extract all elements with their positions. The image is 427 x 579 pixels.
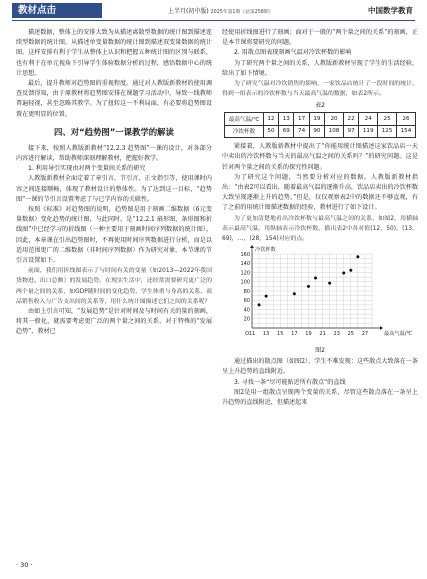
- cups-cell: 125: [378, 125, 397, 137]
- cups-cell: 119: [359, 125, 378, 137]
- cups-cell: 154: [397, 125, 416, 137]
- quoted-paragraph: 前面，我们用折线图表示了与时间有关的变量（如2013—2022年我国货物进、出口总额）的发展趋势。在现实生活中，还经常需要研究更广泛的两个量之间的关系，如GDP随时间的变化趋势、学生体重与身高的关系、商品销售收入与广告支出间的关系等，用什么统计图描述它们之间的关系呢？: [16, 268, 212, 305]
- table-row: [225, 113, 416, 125]
- journal-name: 中国数学教育: [368, 6, 413, 15]
- paragraph: 为了研究这个问题，当然要分析对应的数据。人教版新教材指出：“由表2可以看出，随着最高气温的逐渐升高，饮品店卖出的冷饮杯数大致呈现逐渐上升的趋势。”但是，仅仅观察表2中的数据还不够直观，有了之前的用统计图描述数据的经验，教材进行了如下设计。: [222, 173, 418, 212]
- paragraph: 最后，提升教师对趋势图的重视程度。通过对人教版新教材的使用调查反馈得知，由于原教材将趋势图安排在课题学习活动中，导致一线教师普遍轻视，甚至忽略其教学。为了扭转这一不利局面，有必要将趋势图设置在更明显的位置。: [16, 80, 212, 118]
- temp-cell: 22: [343, 113, 358, 125]
- paragraph: 为了研究两个量之间的关系，人教版新教材呈现了学生的生活经验，给出了如下情境。: [222, 59, 418, 77]
- subheading: 3. 寻找一条“尽可能贴近所有散点”的直线: [234, 378, 346, 386]
- table-caption: 表2: [315, 102, 325, 110]
- cups-cell: 50: [263, 125, 278, 137]
- paragraph: 按照《标准》对趋势图的说明，趋势图是用于刻画二维数据（6元变量数据）变化趋势的统计图，与此同时，是“12.2.1 扇形图、条形图和折线图”中已经学习的折线图（一种主要用于刻画时间序列数据的统计图）。因此，本章课在引出趋势图时，不再使用时间序列数据进行分析，而是以适用范围更广的二维数据（非时间序列数据）作为研究对象。本节课的节引言设置如下。: [16, 206, 212, 265]
- scatter-point: [356, 255, 359, 258]
- issue-info: [168, 6, 273, 15]
- origin-label: O: [245, 331, 249, 338]
- data-table: [224, 112, 416, 138]
- left-column: [16, 28, 212, 338]
- figure-caption: 图2: [315, 347, 325, 355]
- y-tick-label: 40: [243, 307, 250, 314]
- scatter-chart: [222, 244, 418, 340]
- x-axis-label: 最高气温/℃: [384, 331, 413, 338]
- paragraph: 经使用折线图进行了刻画；面对于一般的“两个量之间的关系”的刻画，正是本节课将要研究的问题。: [222, 29, 418, 47]
- scatter-point: [307, 285, 310, 288]
- paragraph: 由如上引言可知，“发展趋势”是针对时间及与时间有关的量的刻画，将其一般化，就需要考虑更广泛的两个量之间的关系，对于特殊的“发展趋势”，教材已: [16, 308, 212, 336]
- scatter-point: [258, 304, 261, 307]
- y-tick-label: 80: [243, 289, 250, 296]
- subheading: 2. 用散点图表现刻画气温对冷饮杯数的影响: [234, 49, 352, 57]
- y-axis-label: 冷饮杯数: [255, 247, 276, 254]
- x-axis-arrow: [380, 326, 383, 330]
- x-tick-label: 13: [262, 331, 270, 338]
- table-row: [225, 125, 416, 137]
- y-tick-label: 20: [243, 316, 250, 323]
- temp-cell: 19: [309, 113, 324, 125]
- cups-cell: 97: [343, 125, 358, 137]
- scatter-point: [265, 295, 268, 298]
- temp-cell: 24: [359, 113, 378, 125]
- paragraph: 通过描出的散点图（如图2），学生不难发现：这些散点大致落在一条呈上升趋势的直线附近。: [222, 358, 418, 376]
- paragraph: 紧接着，人教版新教材中提出了“你能用统计图描述这家饮品店一天中卖出的冷饮杯数与当天的最高气温之间的关系吗？”的研究问题。这是针对两个量之间的关系的探究性问题。: [222, 143, 418, 171]
- scatter-point: [314, 277, 317, 280]
- y-tick-label: 140: [240, 261, 250, 268]
- row-label: 冷饮杯数: [225, 125, 264, 137]
- cups-cell: 69: [279, 125, 294, 137]
- temp-cell: 25: [378, 113, 397, 125]
- cups-cell: 90: [309, 125, 324, 137]
- right-column: [222, 28, 418, 408]
- quoted-paragraph: 为了更加清楚地看出冷饮杯数与最高气温之间的关系，如图2，用横轴表示最高气温，用纵轴表示冷饮杯数，描出表2中各对值(12，50)，(13，69)，…，(28，154)对应的点。: [222, 215, 418, 242]
- scatter-point: [349, 269, 352, 272]
- x-tick-label: 15: [277, 331, 284, 338]
- subheading: 1. 利用导引实现由对两个变量间关系的研究: [28, 165, 146, 173]
- page-header: [0, 0, 427, 22]
- temp-cell: 26: [397, 113, 416, 125]
- page-number: · 30 ·: [16, 561, 33, 569]
- header-rule: [12, 20, 415, 21]
- temp-cell: 20: [325, 113, 344, 125]
- cups-cell: 108: [325, 125, 344, 137]
- quoted-paragraph: 为了研究气温对冷饮销售的影响，一家饮品店统计了一段时间的统计，得到一组表示的冷饮杯数与当天最高气温的数据，如表2所示。: [222, 81, 418, 98]
- temp-cell: 17: [294, 113, 309, 125]
- x-tick-label: 11: [248, 331, 256, 338]
- paragraph: 图2是用一组散点呈现两个变量的关系，尽管这些散点落在一条呈上升趋势的直线附近，但描述起来: [222, 388, 418, 407]
- paragraph: 人教版新教材全面定着了章引言、节引言、正文指引等，使用课时内容之间连接顺畅，体现了教材设计的整体性。为了达到这一目标，“趋势图”一课的节引言设置考虑了与已学内容的关联性。: [16, 175, 212, 203]
- section-title: 四、对“趋势图”一课教学的解读: [54, 126, 174, 137]
- x-tick-label: 23: [333, 331, 340, 338]
- y-axis-arrow: [250, 245, 254, 248]
- paragraph: 描述数据，整体上的安排大致为从描述离散型数据的统计图到描述连续型数据的统计图，从描述单变量数据的统计图到描述双变量数据的统计图。这样安排有利于学生从整体上认识和把握五种统计图的区别与联系，也有利于在单元视角下引导学生体验数据分析的过程，感悟数据中心的统计思想。: [16, 29, 212, 77]
- x-tick-label: 27: [361, 331, 369, 338]
- scatter-point: [328, 282, 331, 285]
- paragraph: 接下来，按照人教版新教材“12.2.3 趋势图”一课的设计，对各部分内容进行解读，帮助教师深刻理解教材，把握好教学。: [16, 144, 212, 163]
- issue-main: 上半月(初中版): [168, 8, 209, 15]
- row-label: 最高气温/℃: [225, 113, 264, 125]
- section-label: 教材点击: [12, 3, 102, 18]
- y-tick-label: 160: [240, 252, 250, 259]
- x-tick-label: 19: [305, 331, 312, 338]
- y-tick-label: 100: [240, 279, 250, 286]
- scatter-point: [293, 292, 296, 295]
- y-tick-label: 120: [240, 270, 250, 277]
- y-tick-label: 60: [243, 298, 250, 305]
- temp-cell: 12: [263, 113, 278, 125]
- scatter-point: [342, 272, 345, 275]
- temp-cell: 13: [279, 113, 294, 125]
- cups-cell: 74: [294, 125, 309, 137]
- x-tick-label: 21: [319, 331, 326, 338]
- x-tick-label: 25: [347, 331, 355, 338]
- issue-small: 2025年第1期（总第258期）: [210, 10, 274, 15]
- x-tick-label: 17: [291, 331, 298, 338]
